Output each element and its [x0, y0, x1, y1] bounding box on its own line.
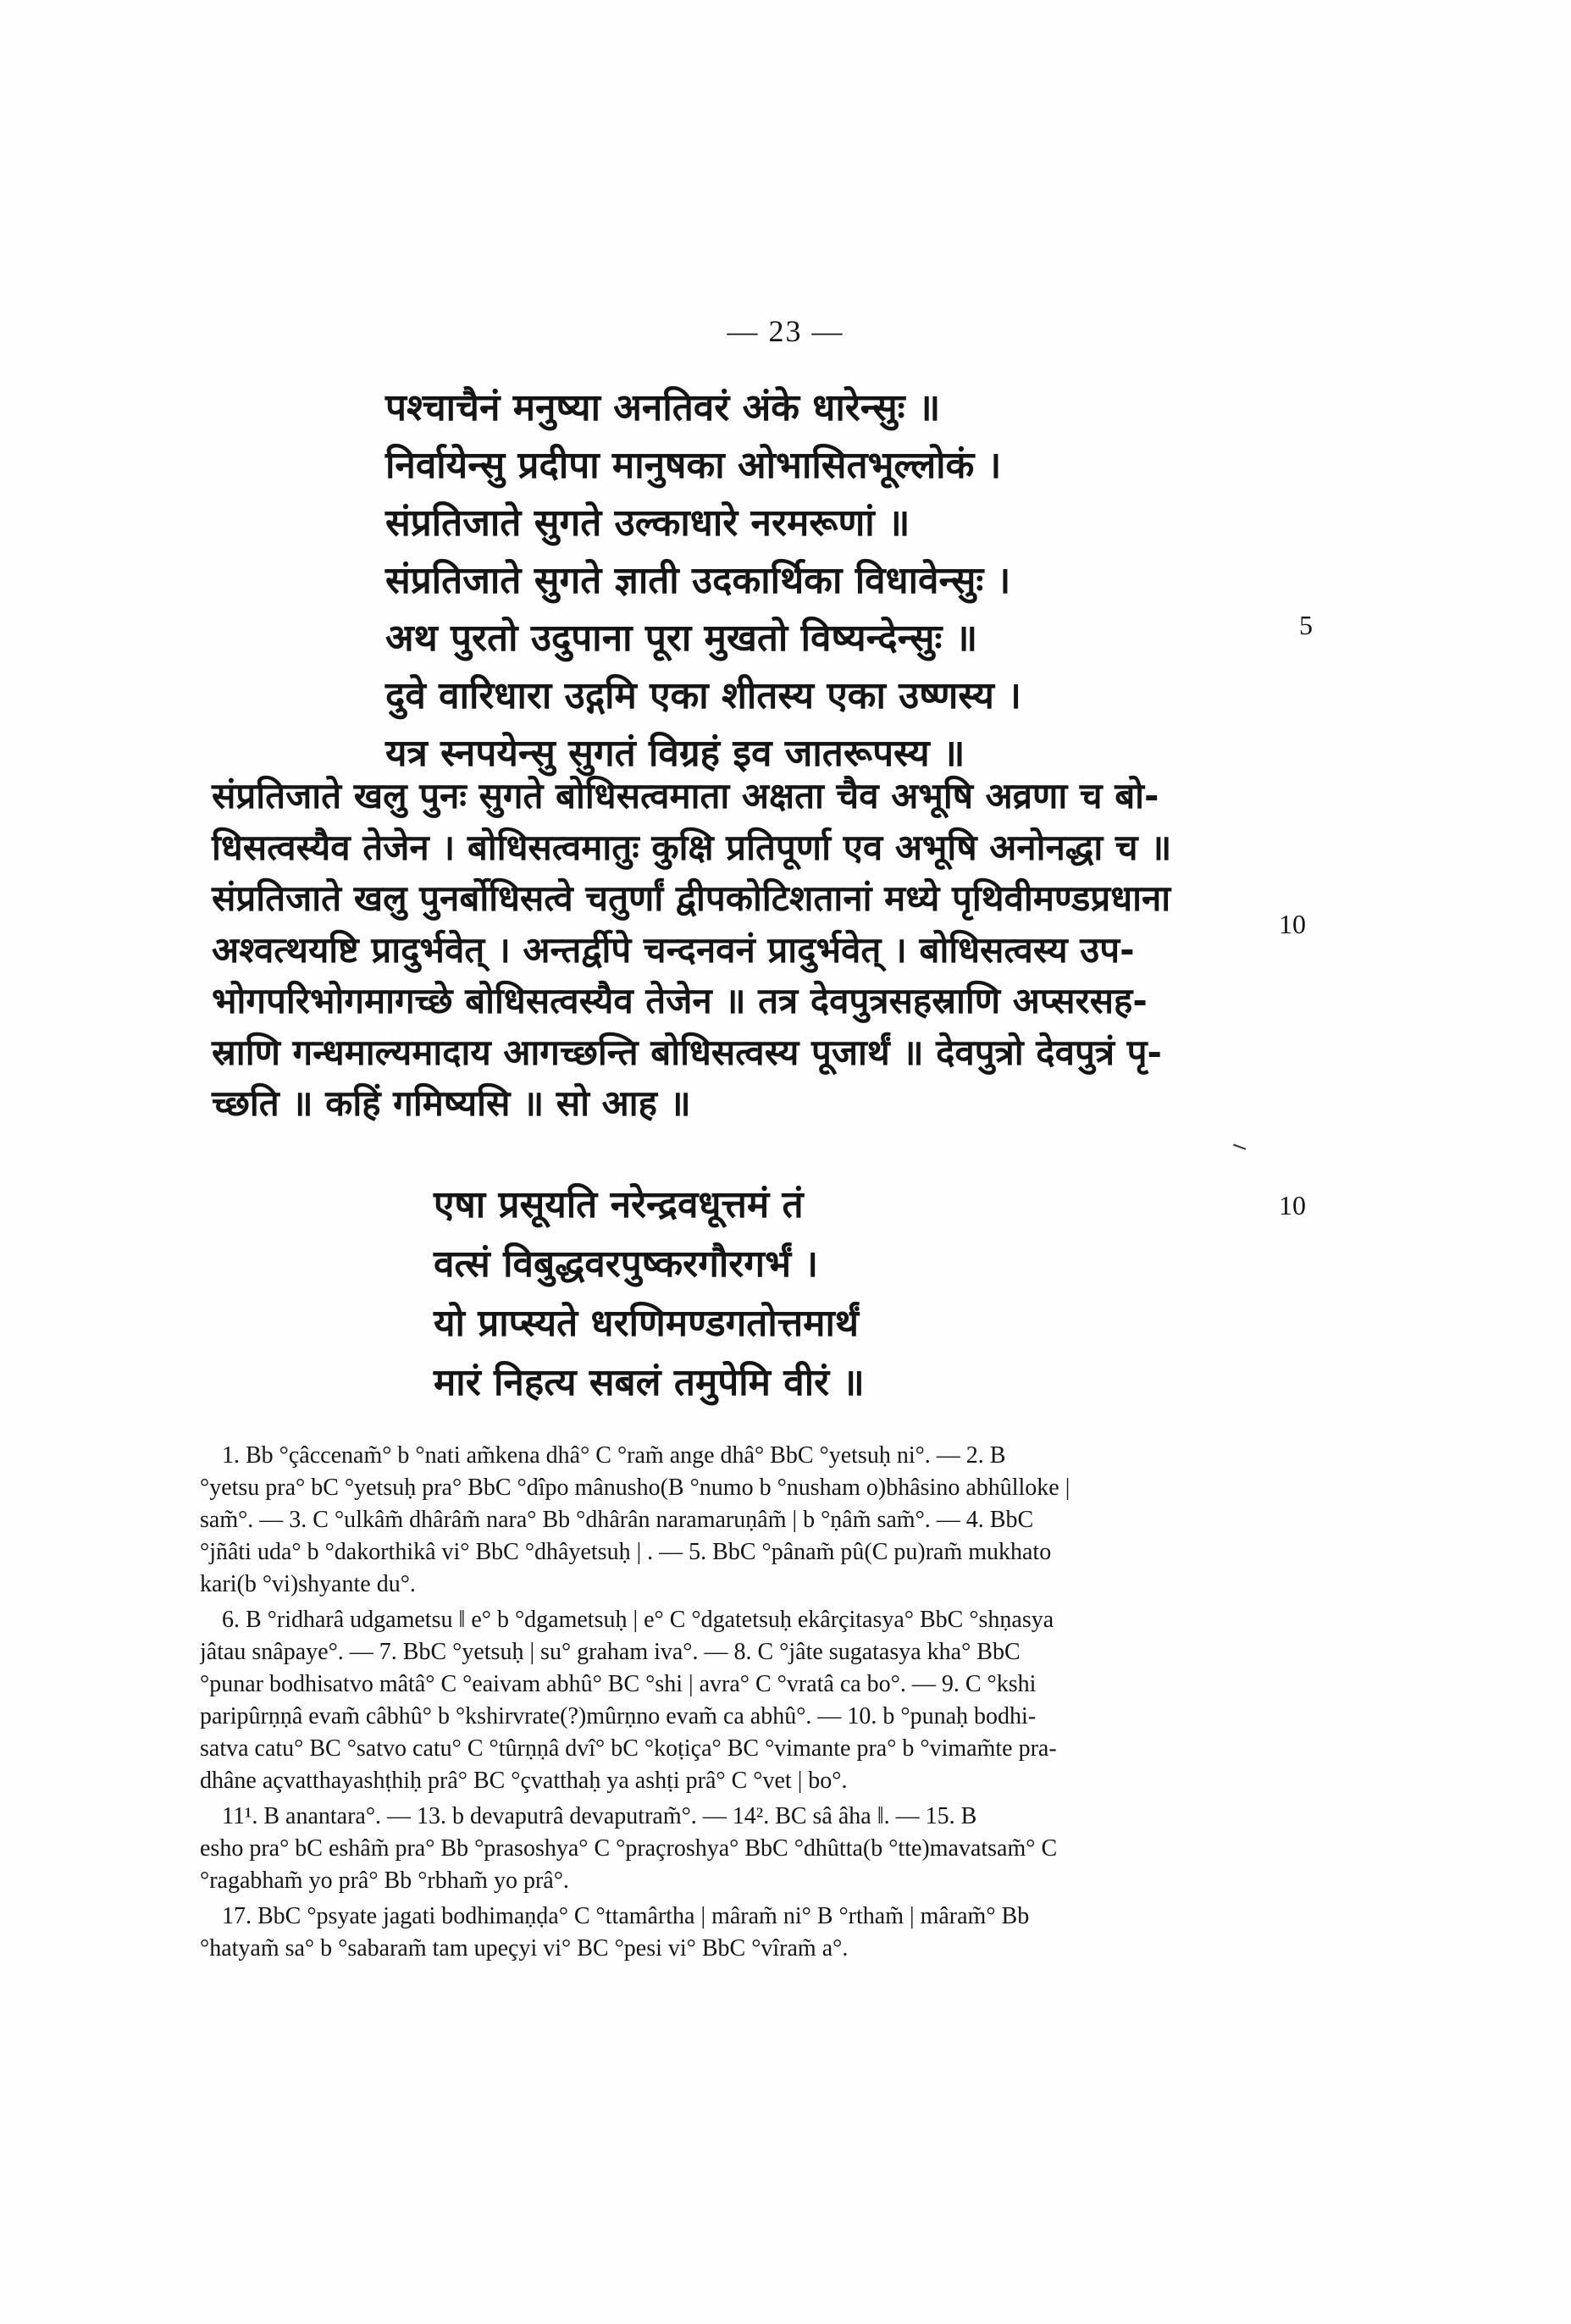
prose-block — [212, 771, 1262, 1130]
verse-line: एषा प्रसूयति नरेन्द्रवधूत्तमं तं — [434, 1183, 804, 1226]
prose-line: भोगपरिभोगमागच्छे बोधिसत्वस्यैव तेजेन ॥ तत्र देवपुत्रसहस्राणि अप्सरसह- — [212, 980, 1148, 1021]
prose-line: संप्रतिजाते खलु पुनः सुगते बोधिसत्वमाता अक्षता चैव अभूषि अव्रणा च बो- — [212, 775, 1159, 816]
verse-line: निर्वायेन्सु प्रदीपा मानुषका ओभासितभूल्लोकं । — [385, 444, 1002, 487]
verse-line: अथ पुरतो उदुपाना पूरा मुखतो विष्यन्देन्सुः ॥ — [385, 617, 978, 660]
footnote-line: 6. B °ridharâ udgametsu ‖ e° b °dgametsuḥ | e° C °dgatetsuḥ ekârçitasya° BbC °shṇasya — [222, 1607, 1054, 1633]
verse-line: संप्रतिजाते सुगते ज्ञाती उदकार्थिका विधावेन्सुः । — [385, 559, 1011, 602]
footnote-paragraph — [200, 1801, 1275, 1897]
stray-mark-icon: ‾ — [1225, 1140, 1247, 1173]
margin-line-number-10-verse: 10 — [1279, 1190, 1306, 1220]
verse-line: मारं निहत्य सबलं तमुपेमि वीरं ॥ — [434, 1361, 865, 1404]
footnote-line: satva catu° BC °satvo catu° C °tûrṇṇâ dvî° bC °koṭiça° BC °vimante pra° b °vimam̃te pra- — [200, 1735, 1057, 1762]
prose-line: च्छति ॥ कहिं गमिष्यसि ॥ सो आह ॥ — [212, 1082, 691, 1124]
verse-line: पश्चाचैनं मनुष्या अनतिवरं अंके धारेन्सुः ॥ — [385, 386, 941, 429]
footnotes — [200, 1440, 1275, 1968]
footnote-line: esho pra° bC eshâm̃ pra° Bb °prasoshya° C °praçroshya° BbC °dhûtta(b °tte)mavatsam̃° C — [200, 1835, 1058, 1862]
footnote-line: °yetsu pra° bC °yetsuḥ pra° BbC °dîpo mânusho(B °numo b °nusham o)bhâsino abhûlloke | — [200, 1475, 1070, 1501]
footnote-line: °punar bodhisatvo mâtâ° C °eaivam abhû° BC °shi | avra° C °vratâ ca bo°. — 9. C °kshi — [200, 1671, 1037, 1697]
footnote-paragraph — [200, 1604, 1275, 1797]
verse-line: दुवे वारिधारा उद्गमि एका शीतस्य एका उष्णस्य । — [385, 674, 1021, 717]
verse-block-1 — [385, 379, 1317, 783]
verse-line: यो प्राप्स्यते धरणिमण्डगतोत्तमार्थं — [434, 1302, 860, 1345]
footnote-line: kari(b °vi)shyante du°. — [200, 1571, 416, 1597]
footnote-line: jâtau snâpaye°. — 7. BbC °yetsuḥ | su° graham iva°. — 8. C °jâte sugatasya kha° BbC — [200, 1639, 1021, 1665]
footnote-line: °ragabham̃ yo prâ° Bb °rbham̃ yo prâ°. — [200, 1868, 569, 1894]
footnote-line: °jñâti uda° b °dakorthikâ vi° BbC °dhâyetsuḥ | . — 5. BbC °pânam̃ pû(C pu)ram̃ mukhato — [200, 1539, 1052, 1565]
margin-line-number-5: 5 — [1299, 610, 1313, 640]
verse-line: यत्र स्नपयेन्सु सुगतं विग्रहं इव जातरूपस्य ॥ — [385, 732, 965, 775]
verse-block-2 — [434, 1176, 1281, 1413]
prose-line: धिसत्वस्यैव तेजेन । बोधिसत्वमातुः कुक्षि प्रतिपूर्णा एव अभूषि अनोनद्धा च ॥ — [212, 826, 1172, 868]
footnote-line: 1. Bb °çâccenam̃° b °nati am̃kena dhâ° C °ram̃ ange dhâ° BbC °yetsuḥ ni°. — 2. B — [222, 1442, 1006, 1469]
footnote-line: 17. BbC °psyate jagati bodhimaṇḍa° C °ttamârtha | mâram̃ ni° B °rtham̃ | mâram̃° Bb — [222, 1903, 1030, 1929]
footnote-paragraph — [200, 1440, 1275, 1601]
footnote-line: sam̃°. — 3. C °ulkâm̃ dhârâm̃ nara° Bb °dhârân naramaruṇâm̃ | b °ṇâm̃ sam̃°. — 4. BbC — [200, 1507, 1034, 1533]
footnote-line: °hatyam̃ sa° b °sabaram̃ tam upeçyi vi° BC °pesi vi° BbC °vîram̃ a°. — [200, 1935, 849, 1962]
prose-line: संप्रतिजाते खलु पुनर्बोधिसत्वे चतुर्णां द्वीपकोटिशतानां मध्ये पृथिवीमण्डप्रधाना — [212, 877, 1171, 919]
verse-line: वत्सं विबुद्धवरपुष्करगौरगर्भं । — [434, 1242, 819, 1286]
footnote-line: paripûrṇṇâ evam̃ câbhû° b °kshirvrate(?)mûrṇno evam̃ ca abhû°. — 10. b °punaḥ bodhi- — [200, 1703, 1037, 1729]
footnote-paragraph — [200, 1901, 1275, 1965]
footnote-line: dhâne açvatthayashṭhiḥ prâ° BC °çvatthaḥ ya ashṭi prâ° C °vet | bo°. — [200, 1768, 848, 1794]
page-number: — 23 — — [727, 314, 844, 348]
prose-line: स्राणि गन्धमाल्यमादाय आगच्छन्ति बोधिसत्वस्य पूजार्थं ॥ देवपुत्रो देवपुत्रं पृ- — [212, 1031, 1162, 1073]
margin-line-number-10-prose: 10 — [1279, 909, 1306, 939]
footnote-line: 11¹. B anantara°. — 13. b devaputrâ devaputram̃°. — 14². BC sâ âha ‖. — 15. B — [222, 1803, 977, 1829]
verse-line: संप्रतिजाते सुगते उल्काधारे नरमरूणां ॥ — [385, 501, 910, 545]
prose-line: अश्वत्थयष्टि प्रादुर्भवेत् । अन्तर्द्वीपे चन्दनवनं प्रादुर्भवेत् । बोधिसत्वस्य उप- — [212, 928, 1135, 971]
